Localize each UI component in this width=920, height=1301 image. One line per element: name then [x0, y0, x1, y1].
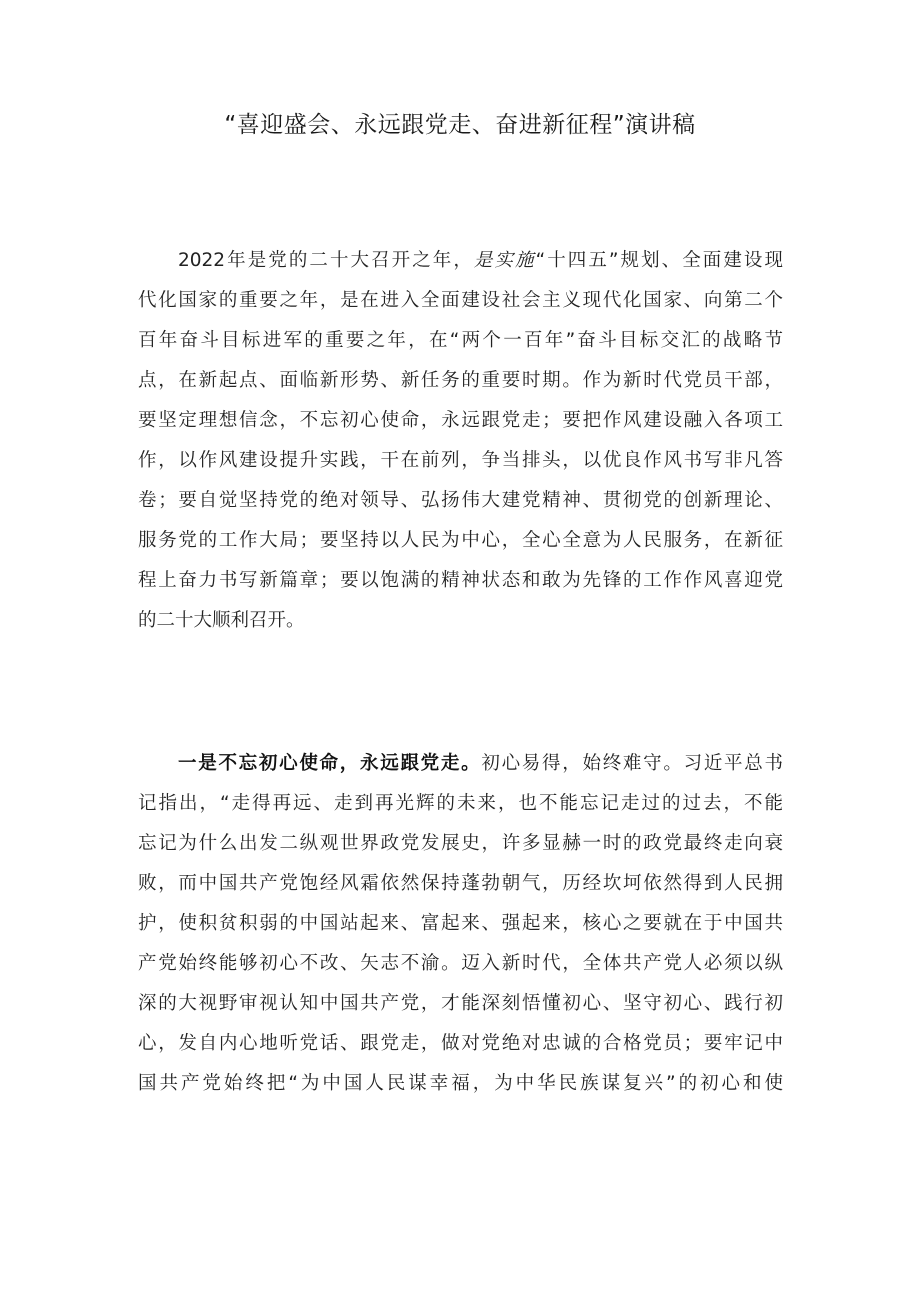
paragraph-line [138, 241, 783, 281]
paragraph-line: 要坚定理想信念，不忘初心使命，永远跟党走；要把作风建设融入各项工 [138, 410, 783, 431]
paragraph-line: 卷；要自觉坚持党的绝对领导、弘扬伟大建党精神、贯彻党的创新理论、 [138, 490, 783, 511]
paragraph-line: 产党始终能够初心不改、矢志不渝。迈入新时代，全体共产党人必须以纵 [138, 953, 783, 974]
document-title: “喜迎盛会、永远跟党走、奋进新征程”演讲稿 [224, 112, 696, 138]
paragraph-line: 心，发自内心地听党话、跟党走，做对党绝对忠诚的合格党员；要牢记中 [138, 1033, 783, 1054]
text-span: 2022年是党的二十大召开之年， [178, 250, 474, 271]
text-span: 初心易得，始终难守。习近平总书 [481, 753, 783, 774]
paragraph-line: 服务党的工作大局；要坚持以人民为中心，全心全意为人民服务，在新征 [138, 530, 783, 551]
paragraph-line: 作，以作风建设提升实践，干在前列，争当排头，以优良作风书写非凡答 [138, 450, 783, 471]
paragraph-line: 败，而中国共产党饱经风霜依然保持蓬勃朝气，历经坎坷依然得到人民拥 [138, 873, 783, 894]
paragraph-line: 的二十大顺利召开。 [138, 610, 305, 631]
paragraph-point-one [138, 744, 783, 1104]
paragraph-line: 忘记为什么出发二纵观世界政党发展史，许多显赫一时的政党最终走向衰 [138, 833, 783, 854]
paragraph-line: 程上奋力书写新篇章；要以饱满的精神状态和敢为先锋的工作作风喜迎党 [138, 570, 783, 591]
paragraph-line: 记指出，“走得再远、走到再光辉的未来，也不能忘记走过的过去，不能 [138, 793, 783, 814]
paragraph-line: 深的大视野审视认知中国共产党，才能深刻悟懂初心、坚守初心、践行初 [138, 993, 783, 1014]
paragraph-line: 点，在新起点、面临新形势、新任务的重要时期。作为新时代党员干部， [138, 370, 783, 391]
paragraph-intro [138, 241, 783, 641]
paragraph-line: 护，使积贫积弱的中国站起来、富起来、强起来，核心之要就在于中国共 [138, 913, 783, 934]
italic-text-span: 是实施 [473, 250, 536, 271]
paragraph-line: 百年奋斗目标进军的重要之年，在“两个一百年”奋斗目标交汇的战略节 [138, 330, 783, 351]
text-span: “十四五”规划、全面建设现 [535, 250, 783, 271]
paragraph-line: 代化国家的重要之年，是在进入全面建设社会主义现代化国家、向第二个 [138, 290, 783, 311]
paragraph-line [138, 744, 783, 784]
lead-heading: 一是不忘初心使命，永远跟党走。 [178, 753, 482, 774]
paragraph-line: 国共产党始终把“为中国人民谋幸福，为中华民族谋复兴”的初心和使 [138, 1073, 783, 1094]
